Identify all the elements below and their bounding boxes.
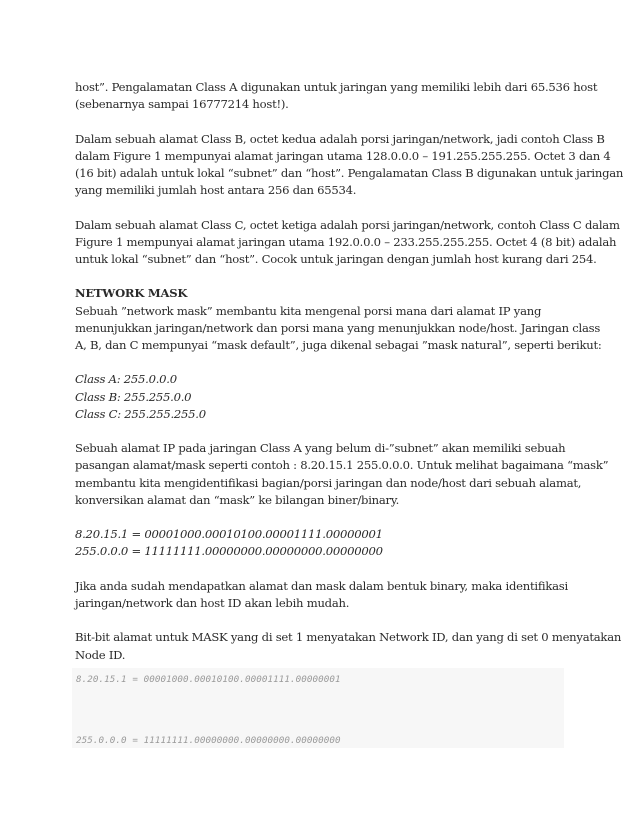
mask-class-b: Class B: 255.255.0.0: [75, 389, 192, 404]
text-line: untuk lokal “subnet” dan “host”. Cocok untuk jaringan dengan jumlah host kurang dari 254.: [75, 252, 597, 266]
text-line: Node ID.: [75, 647, 126, 662]
text-line: menunjukkan jaringan/network dan porsi mana yang menunjukkan node/host. Jaringan class: [75, 320, 601, 335]
binary-address: 8.20.15.1 = 00001000.00010100.00001111.00000001: [75, 527, 383, 542]
code-block: [72, 668, 564, 748]
mask-class-c: Class C: 255.255.255.0: [75, 406, 206, 421]
text-line: dalam Figure 1 mempunyai alamat jaringan utama 128.0.0.0 – 191.255.255.255. Octet 3 dan 4: [75, 148, 611, 163]
text-line: Dalam sebuah alamat Class C, octet ketiga adalah porsi jaringan/network, contoh Class C dalam: [75, 217, 620, 232]
paragraph-mask-bits: [75, 629, 622, 663]
text-line: Sebuah alamat IP pada jaringan Class A yang belum di-”subnet” akan memiliki sebuah: [75, 441, 566, 456]
mask-class-a: Class A: 255.0.0.0: [75, 372, 177, 387]
section-heading: NETWORK MASK: [75, 286, 188, 301]
text-line: membantu kita mengidentifikasi bagian/porsi jaringan dan node/host dari sebuah alamat,: [75, 475, 582, 490]
text-line: (sebenarnya sampai 16777214 host!).: [75, 97, 289, 112]
text-line: host”. Pengalamatan Class A digunakan untuk jaringan yang memiliki lebih dari 65.536 host: [75, 80, 598, 94]
text-line: A, B, dan C mempunyai “mask default”, juga dikenal sebagai ”mask natural”, seperti berikut:: [75, 338, 602, 352]
text-line: Jika anda sudah mendapatkan alamat dan mask dalam bentuk binary, maka identifikasi: [75, 578, 568, 593]
text-line: yang memiliki jumlah host antara 256 dan 65534.: [75, 183, 357, 198]
code-line-address: 8.20.15.1 = 00001000.00010100.00001111.00000001: [76, 674, 341, 685]
paragraph-class-c: [75, 217, 620, 269]
text-line: jaringan/network dan host ID akan lebih mudah.: [75, 595, 350, 610]
paragraph-subnet-example: [75, 440, 609, 509]
text-line: Sebuah ”network mask” membantu kita mengenal porsi mana dari alamat IP yang: [75, 303, 542, 318]
text-line: konversikan alamat dan “mask” ke bilangan biner/binary.: [75, 492, 400, 507]
text-line: (16 bit) adalah untuk lokal “subnet” dan “host”. Pengalamatan Class B digunakan untuk jaringan: [75, 166, 624, 180]
text-line: Dalam sebuah alamat Class B, octet kedua adalah porsi jaringan/network, jadi contoh Class B: [75, 131, 605, 146]
text-line: pasangan alamat/mask seperti contoh : 8.20.15.1 255.0.0.0. Untuk melihat bagaimana “mask”: [75, 458, 609, 473]
text-line: Bit-bit alamat untuk MASK yang di set 1 menyatakan Network ID, dan yang di set 0 menyatakan: [75, 630, 622, 645]
binary-conversion: [75, 526, 570, 560]
code-line-mask: 255.0.0.0 = 11111111.00000000.00000000.00000000: [76, 735, 341, 746]
text-line: Figure 1 mempunyai alamat jaringan utama 192.0.0.0 – 233.255.255.255. Octet 4 (8 bit) adalah: [75, 234, 617, 249]
paragraph-class-b: [75, 131, 624, 200]
document-body: [75, 79, 624, 681]
default-mask-list: [75, 371, 570, 423]
binary-mask: 255.0.0.0 = 11111111.00000000.00000000.00000000: [75, 544, 383, 559]
paragraph-identification: [75, 578, 570, 612]
section-network-mask: [75, 285, 602, 354]
paragraph-class-a-end: [75, 79, 598, 113]
